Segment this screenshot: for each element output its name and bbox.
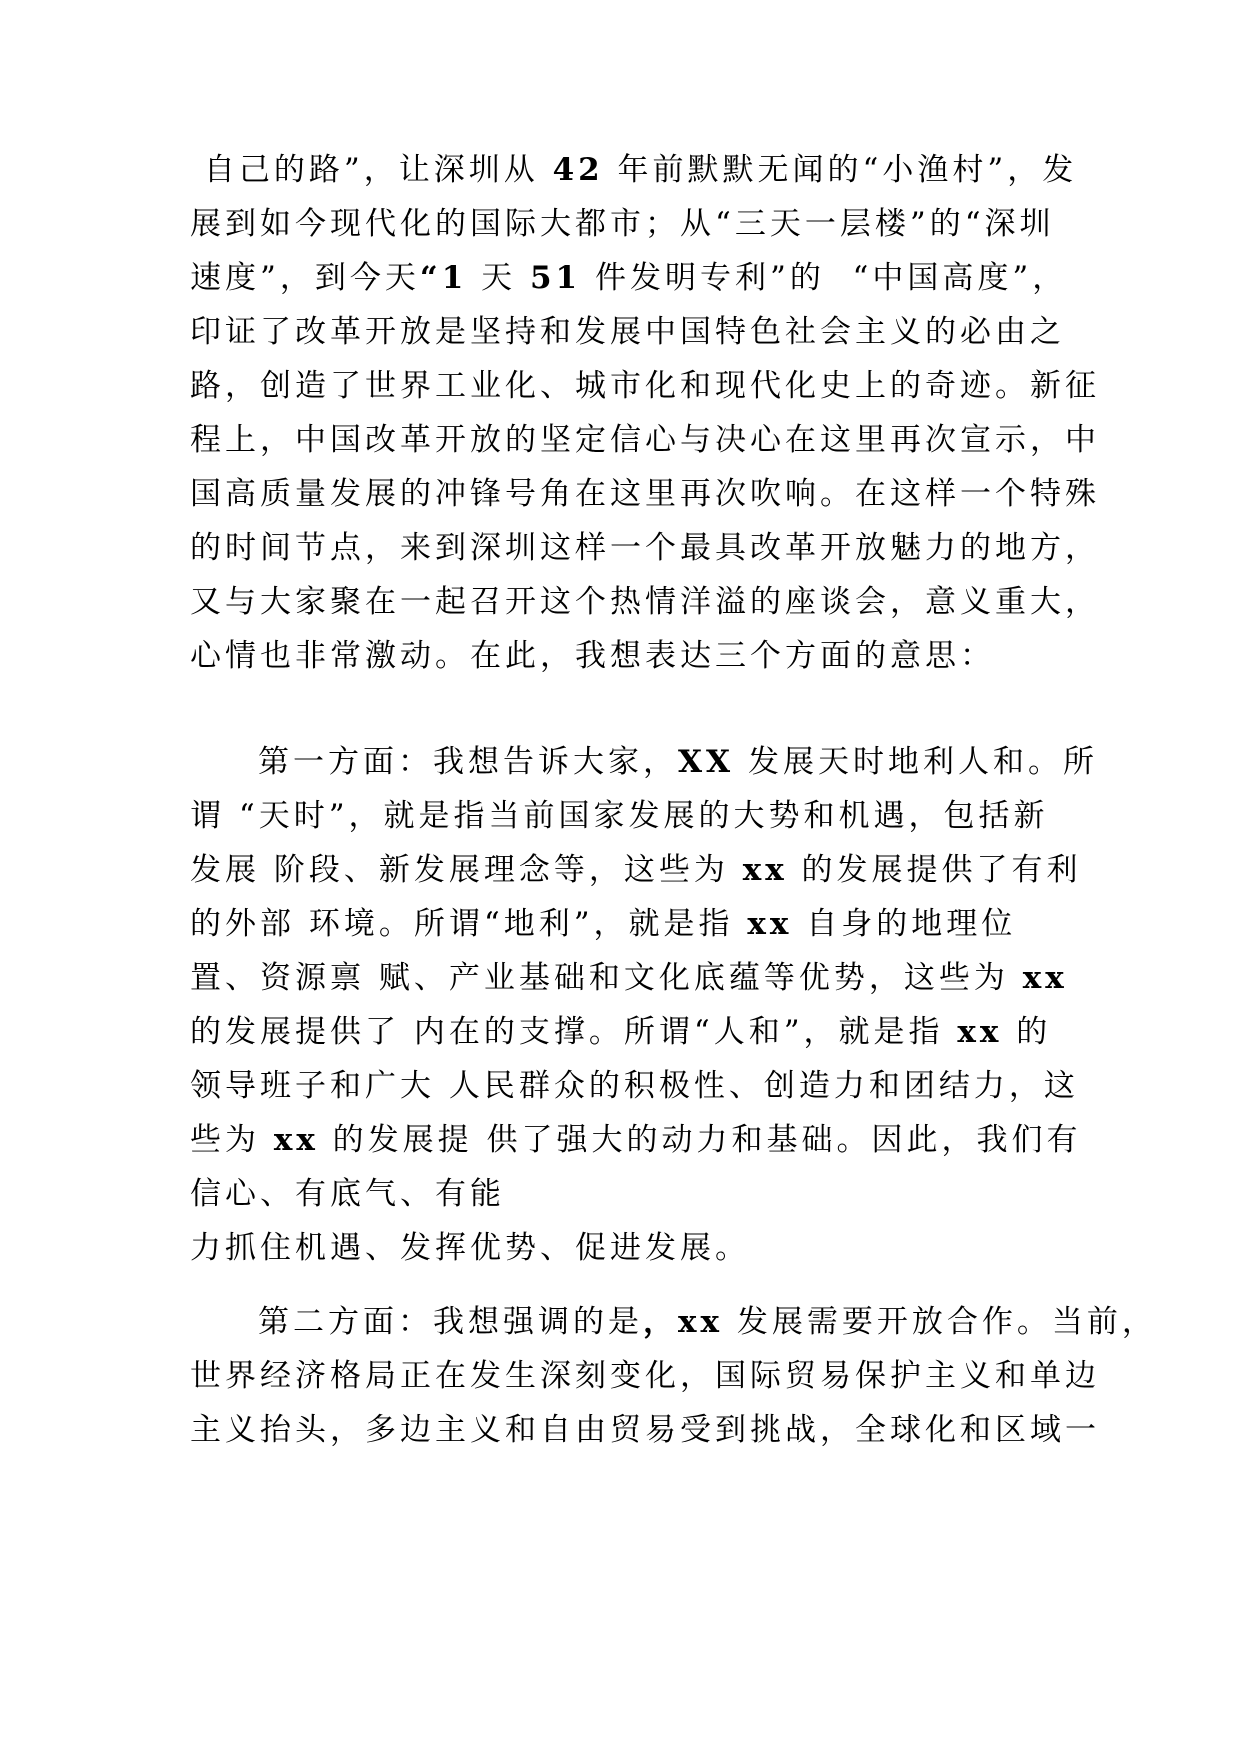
text-line: 展到如今现代化的国际大都市；从“三天一层楼”的“深圳 <box>190 206 1055 242</box>
text-line: 置、资源禀 赋、产业基础和文化底蕴等优势，这些为 xx <box>190 960 1068 996</box>
text-line: 主义抬头，多边主义和自由贸易受到挑战，全球化和区域一 <box>190 1412 1100 1448</box>
text-line: 领导班子和广大 人民群众的积极性、创造力和团结力，这 <box>190 1068 1079 1104</box>
text-line: 又与大家聚在一起召开这个热情洋溢的座谈会，意义重大， <box>190 584 1100 620</box>
text-line: 心情也非常激动。在此，我想表达三个方面的意思： <box>190 638 995 674</box>
text-line: 发展 阶段、新发展理念等，这些为 xx 的发展提供了有利 <box>190 852 1082 888</box>
text-line: 信心、有底气、有能 <box>190 1176 505 1212</box>
text-line: 些为 xx 的发展提 供了强大的动力和基础。因此，我们有 <box>190 1122 1082 1158</box>
text-line: 第一方面：我想告诉大家，XX 发展天时地利人和。所 <box>258 744 1098 780</box>
text-line: 自己的路”，让深圳从 42 年前默默无闻的“小渔村”，发 <box>190 152 1078 188</box>
text-line: 路，创造了世界工业化、城市化和现代化史上的奇迹。新征 <box>190 368 1100 404</box>
text-line: 的时间节点，来到深圳这样一个最具改革开放魅力的地方， <box>190 530 1100 566</box>
text-line: 的外部 环境。所谓“地利”，就是指 xx 自身的地理位 <box>190 906 1017 942</box>
text-line: 印证了改革开放是坚持和发展中国特色社会主义的必由之 <box>190 314 1065 350</box>
text-line: 速度”，到今天“1 天 51 件发明专利”的 “中国高度”， <box>190 260 1068 296</box>
text-line: 程上，中国改革开放的坚定信心与决心在这里再次宣示，中 <box>190 422 1100 458</box>
text-line: 第二方面：我想强调的是，xx 发展需要开放合作。当前， <box>258 1304 1157 1340</box>
text-line: 力抓住机遇、发挥优势、促进发展。 <box>190 1230 750 1266</box>
text-line: 国高质量发展的冲锋号角在这里再次吹响。在这样一个特殊 <box>190 476 1100 512</box>
text-line: 谓 “天时”，就是指当前国家发展的大势和机遇，包括新 <box>190 798 1049 834</box>
text-line: 的发展提供了 内在的支撑。所谓“人和”，就是指 xx 的 <box>190 1014 1052 1050</box>
text-line: 世界经济格局正在发生深刻变化，国际贸易保护主义和单边 <box>190 1358 1100 1394</box>
